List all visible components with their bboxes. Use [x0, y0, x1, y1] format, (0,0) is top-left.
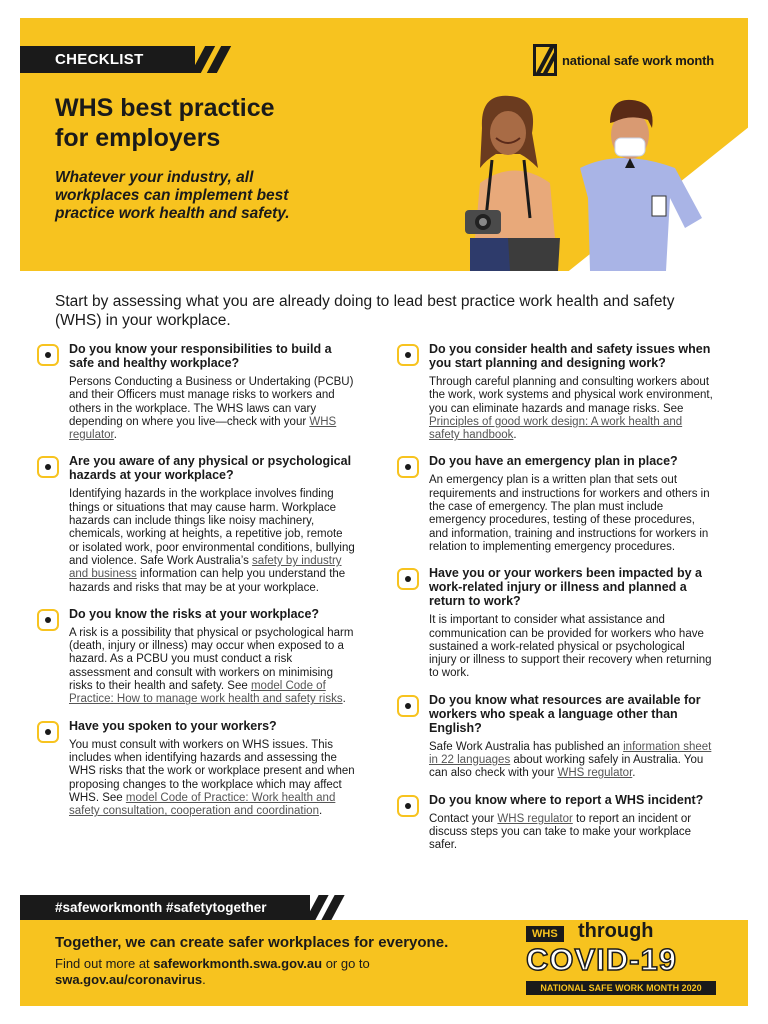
checkbox-icon[interactable]	[397, 795, 419, 817]
checklist-badge	[20, 46, 195, 73]
answer-text: .	[318, 805, 323, 818]
answer-text: information can help you understand the hazards and risks that may be at your workplace.	[69, 568, 346, 594]
checklist-item	[35, 719, 355, 819]
hashtags-bar	[20, 895, 310, 920]
checkbox-icon[interactable]	[37, 456, 59, 478]
footer-text: or go to	[322, 956, 370, 971]
coronavirus-link[interactable]: swa.gov.au/coronavirus	[55, 972, 203, 987]
item-question: Do you have an emergency plan in place?	[429, 454, 678, 469]
checklist-left-column	[35, 342, 355, 830]
header-banner	[20, 18, 748, 271]
checklist-item	[35, 454, 355, 594]
checkbox-icon[interactable]	[397, 568, 419, 590]
answer-text: Identifying hazards in the workplace involves finding things or situations that may cause harm. Workplace hazards can include things like noisy machinery, chemicals, working at heights, a repetitive job, remote or isolated work, poor environmental conditions, bullying and violence. Safe Work Australia’s	[69, 488, 355, 567]
checkbox-icon[interactable]	[37, 721, 59, 743]
code-of-practice-consultation-link[interactable]: model Code of Practice: Work health and safety consultation, cooperation and coordination	[69, 791, 336, 818]
answer-text: .	[342, 693, 346, 706]
answer-text: A risk is a possibility that physical or psychological harm (death, injury or illness) may occur when exposed to a hazard. As a PCBU you must conduct a risk assessment and consult with workers on minimising risks to their health and safety. See	[69, 626, 354, 693]
answer-text: .	[513, 429, 517, 442]
item-question: Have you or your workers been impacted by a work-related injury or illness and planned a return to work?	[429, 566, 703, 609]
checkbox-icon[interactable]	[397, 344, 419, 366]
checklist-label: CHECKLIST	[55, 51, 144, 68]
item-answer	[69, 488, 355, 594]
whs-through-covid-logo	[518, 920, 728, 1006]
code-of-practice-risks-link[interactable]: model Code of Practice: How to manage work health and safety risks	[69, 680, 343, 706]
brand-name: national safe work month	[562, 52, 714, 68]
item-answer: An emergency plan is a written plan that sets out requirements and instructions for workers and others in the case of emergency. The plan must include emergency procedures, testing of these procedures, and information, training and instructions for workers in relation to implementing emergency procedures.	[429, 474, 710, 553]
checklist-right-column	[395, 342, 715, 865]
answer-text: .	[632, 767, 636, 780]
footer-find-line	[55, 956, 370, 972]
checkbox-icon[interactable]	[37, 609, 59, 631]
safeworkmonth-link[interactable]: safeworkmonth.swa.gov.au	[153, 956, 323, 971]
checklist-item	[395, 454, 715, 554]
item-answer	[69, 627, 355, 707]
page-subtitle: Whatever your industry, all workplaces can implement best practice work health and safety.	[55, 169, 290, 222]
logo-covid-text: COVID-19	[526, 942, 677, 977]
answer-text: Contact your	[429, 812, 498, 825]
checkbox-icon[interactable]	[397, 456, 419, 478]
hashtags-label: #safeworkmonth #safetytogether	[55, 900, 267, 915]
answer-text: You must consult with workers on WHS issues. This includes when identifying hazards and assessing the WHS risks that the work or workplace present and when proposing changes to the workplace which may affect WHS. See	[69, 738, 355, 804]
item-answer	[69, 739, 355, 819]
checkbox-icon[interactable]	[37, 344, 59, 366]
hazard-stripe-icon	[533, 44, 557, 76]
whs-regulator-link[interactable]: WHS regulator	[69, 415, 337, 442]
checklist-item	[395, 342, 715, 442]
logo-month-bar: NATIONAL SAFE WORK MONTH 2020	[526, 981, 716, 995]
good-work-design-link[interactable]: Principles of good work design: A work health and safety handbook	[429, 415, 683, 442]
checklist-item	[35, 342, 355, 442]
item-answer	[429, 813, 715, 853]
answer-text: to report an incident or discuss steps you can take to make your workplace safer.	[429, 812, 692, 852]
answer-text: .	[113, 429, 117, 442]
footer-headline: Together, we can create safer workplaces for everyone.	[55, 934, 449, 951]
footer-text: .	[202, 972, 206, 987]
checkbox-icon[interactable]	[397, 695, 419, 717]
whs-regulator-link[interactable]: WHS regulator	[497, 812, 573, 825]
brand-logo-group	[533, 44, 714, 76]
item-question: Do you know where to report a WHS incident?	[429, 792, 704, 807]
item-question: Do you consider health and safety issues when you start planning and designing work?	[429, 342, 711, 370]
whs-regulator-link[interactable]: WHS regulator	[557, 767, 633, 780]
item-question: Do you know your responsibilities to build a safe and healthy workplace?	[69, 342, 332, 370]
footer-text: Find out more at	[55, 956, 154, 971]
safety-by-industry-link[interactable]: safety by industry and business	[69, 554, 342, 581]
answer-text: Through careful planning and consulting workers about the work, work systems and physical work environment, you can eliminate hazards and manage risks. See	[429, 376, 713, 415]
item-answer: It is important to consider what assistance and communication can be provided for workers who have sustained a work-related physical or psychological injury or illness to support their recovery when returning to work.	[429, 614, 712, 680]
answer-text: about working safely in Australia. You can also check with your	[429, 754, 704, 780]
checklist-item	[395, 693, 715, 781]
checklist-item	[395, 793, 715, 853]
item-answer	[429, 741, 715, 781]
title-line: for employers	[55, 124, 221, 152]
answer-text: Persons Conducting a Business or Undertaking (PCBU) and their Officers must manage risks to workers and others in the workplace. The WHS laws can vary depending on where you live—check with your	[69, 376, 354, 428]
item-answer	[69, 376, 355, 442]
item-question: Have you spoken to your workers?	[69, 718, 277, 733]
item-question: Do you know the risks at your workplace?	[69, 606, 320, 621]
item-question: Do you know what resources are available for workers who speak a language other than English?	[429, 692, 701, 735]
footer-banner	[20, 920, 748, 1006]
workers-illustration	[420, 88, 740, 271]
checklist-item	[35, 607, 355, 707]
logo-whs-tag: WHS	[526, 926, 564, 942]
logo-through-text: through	[578, 920, 654, 942]
footer-coronavirus-line	[55, 972, 206, 988]
intro-text: Start by assessing what you are already doing to lead best practice work health and safety (WHS) in your workplace.	[55, 293, 675, 329]
item-question: Are you aware of any physical or psychological hazards at your workplace?	[69, 454, 352, 483]
checklist-item	[395, 566, 715, 680]
title-line: WHS best practice	[55, 94, 275, 122]
item-answer	[429, 376, 715, 442]
page-title	[55, 93, 385, 153]
information-sheet-link[interactable]: information sheet in 22 languages	[429, 740, 712, 767]
answer-text: Safe Work Australia has published an	[429, 740, 624, 753]
